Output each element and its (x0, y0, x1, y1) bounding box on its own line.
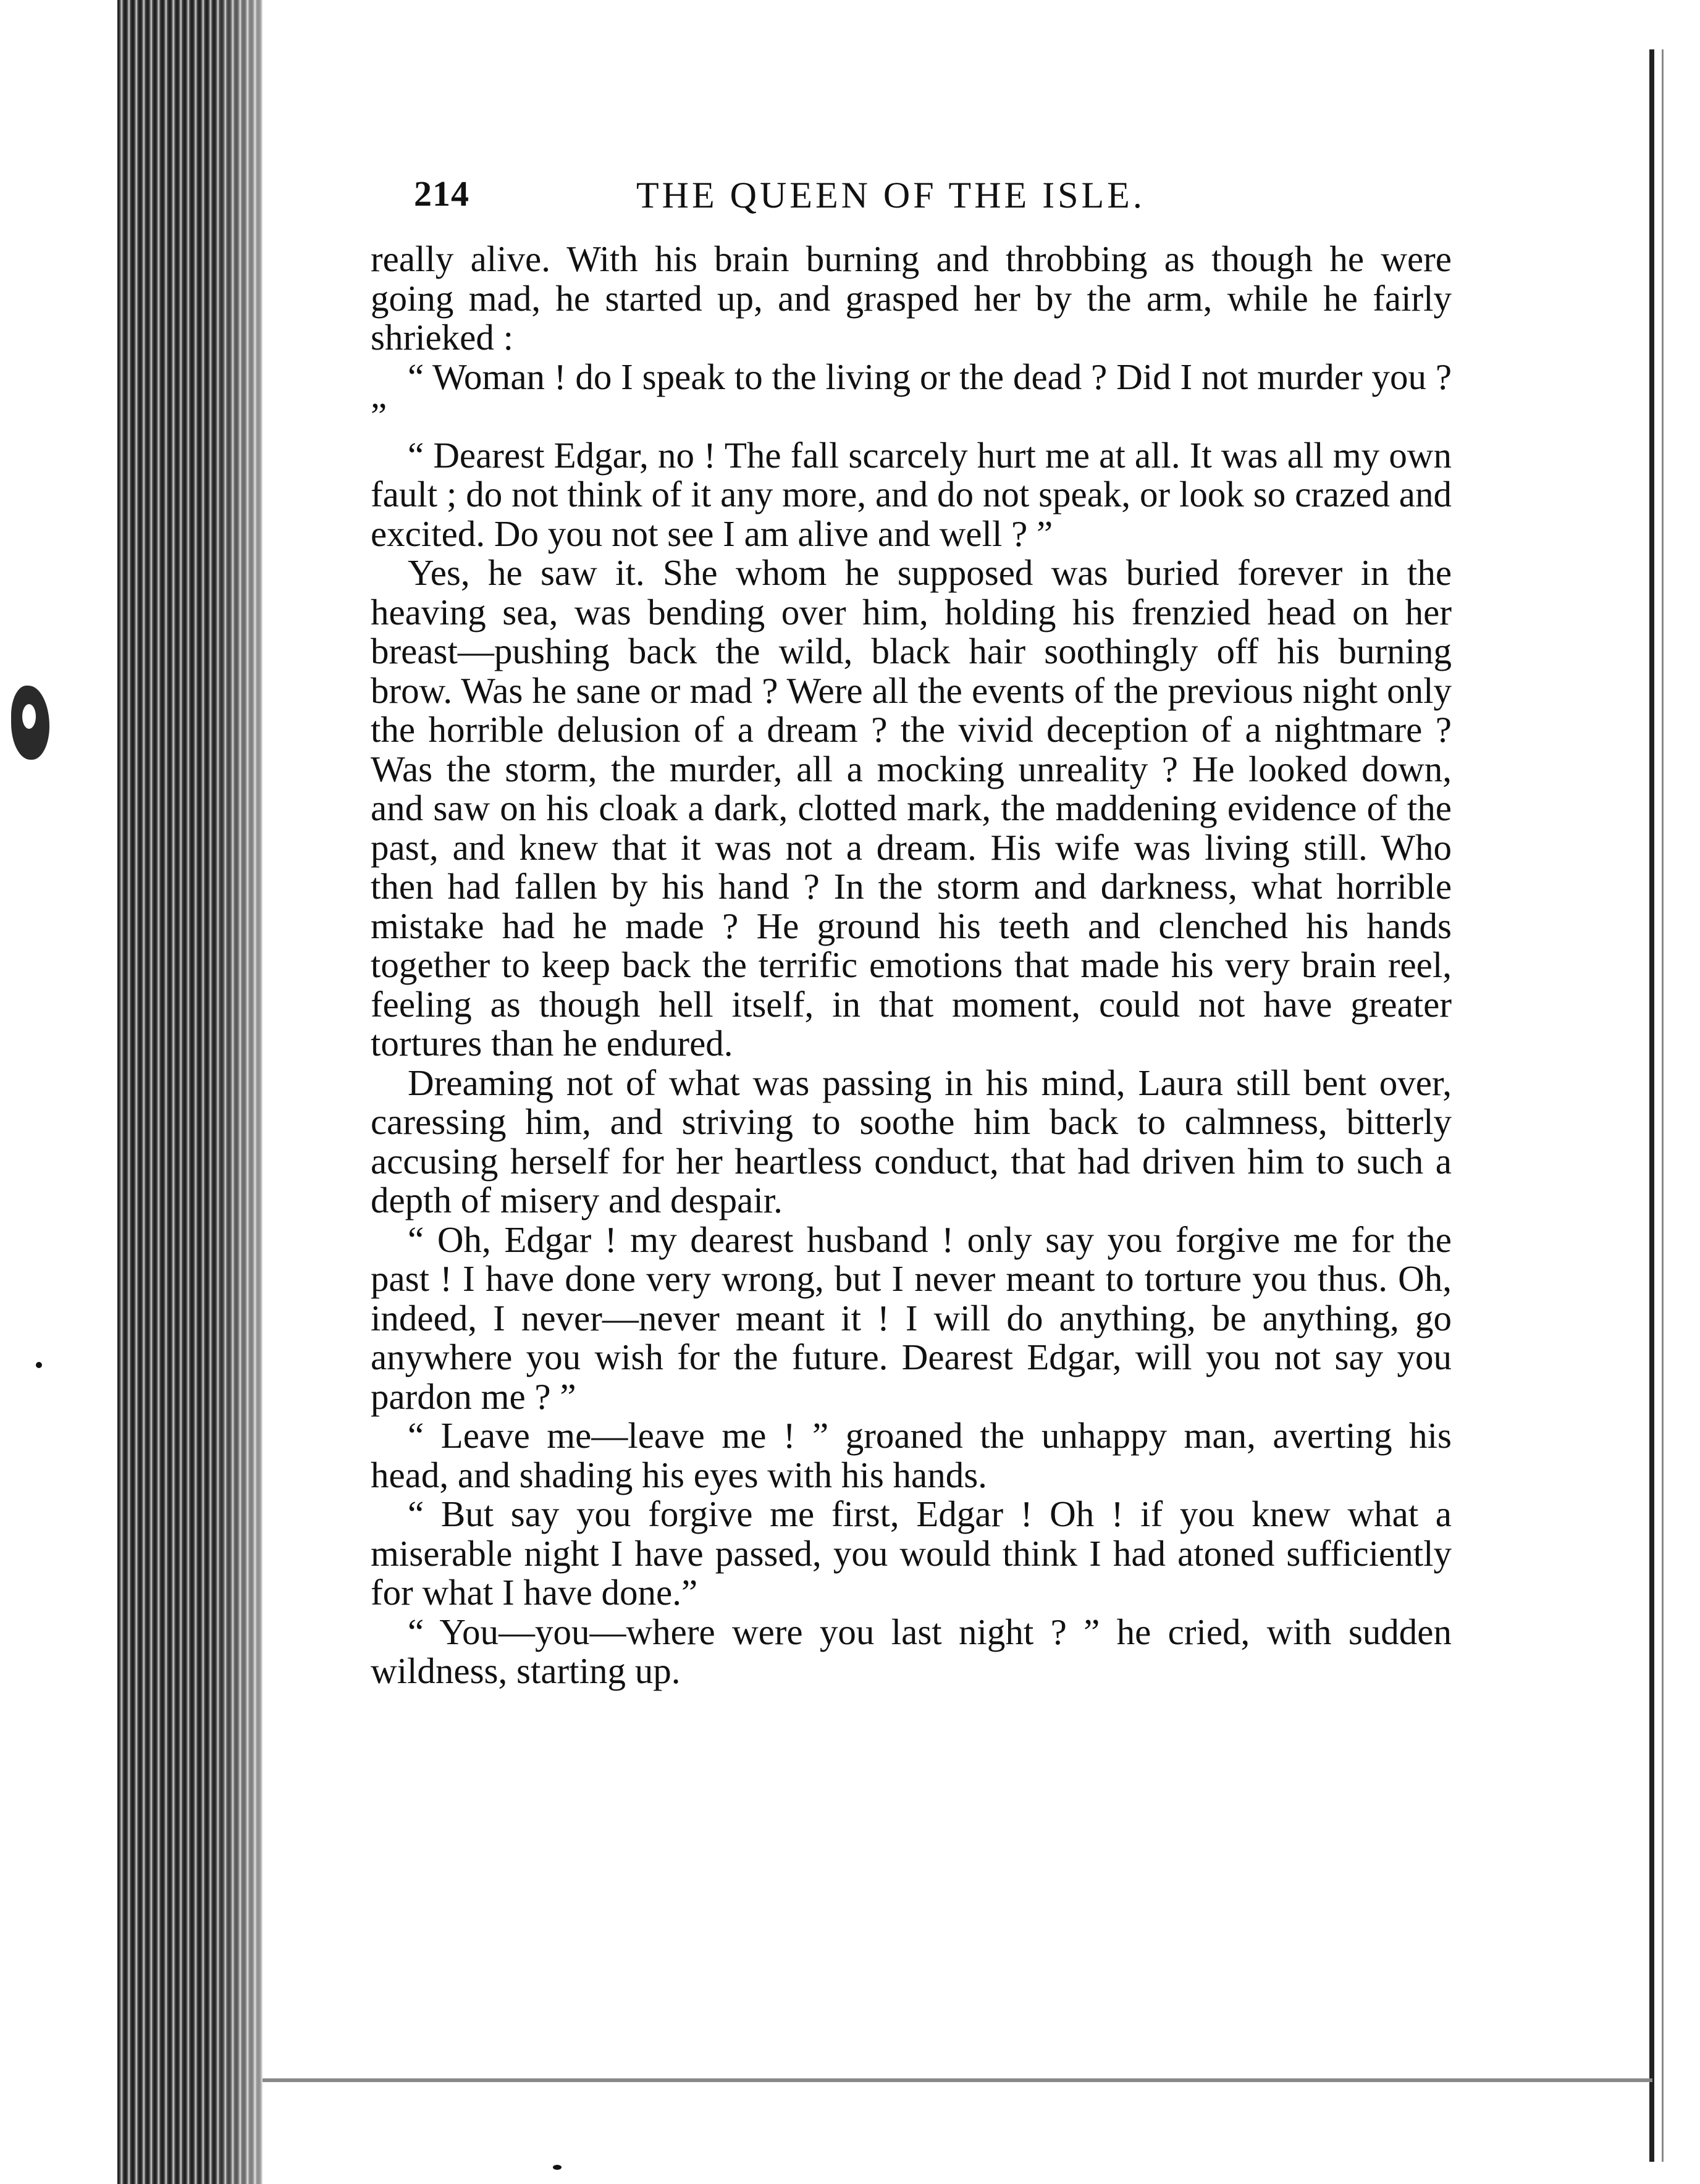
paragraph: “ Woman ! do I speak to the living or the dead ? Did I not murder you ? ” (371, 356, 1452, 436)
paragraph: “ Dearest Edgar, no ! The fall scarcely hurt me at all. It was all my own fault ; do not think of it any more, and do not speak, or look so crazed and excited. Do you not see I am alive and well ? ” (371, 434, 1452, 554)
page-gutter-shading (213, 0, 263, 2184)
paragraph: “ Oh, Edgar ! my dearest husband ! only say you forgive me for the past ! I have done very wrong, but I never meant to torture you thus. Oh, indeed, I never—never meant it ! I will do anything, be anything, go anywhere you wish for the future. Dearest Edgar, will you not say you pardon me ? ” (371, 1219, 1452, 1417)
body-text (371, 240, 1452, 1691)
page-header (371, 173, 1452, 229)
next-page-edge-shadow (1662, 49, 1664, 2162)
scan-speck (36, 1362, 42, 1368)
paragraph: “ Leave me—leave me ! ” groaned the unhappy man, averting his head, and shading his eyes with his hands. (371, 1415, 1452, 1495)
paragraph: “ You—you—where were you last night ? ” he cried, with sudden wildness, starting up. (371, 1611, 1452, 1691)
paragraph: Dreaming not of what was passing in his mind, Laura still bent over, caressing him, and striving to soothe him back to calmness, bitterly accusing herself for her heartless conduct, that had driven him to such a depth of misery and despair. (371, 1062, 1452, 1220)
page-number: 214 (414, 174, 469, 214)
page-margin-left (0, 0, 117, 2184)
paragraph: “ But say you forgive me first, Edgar ! Oh ! if you knew what a miserable night I have passed, you would think I had atoned sufficiently for what I have done.” (371, 1493, 1452, 1613)
paragraph: Yes, he saw it. She whom he supposed was buried forever in the heaving sea, was bending over him, holding his frenzied head on her breast—pushing back the wild, black hair soothingly off his burning brow. Was he sane or mad ? Were all the events of the previous night only the horrible delusion of a dream ? the vivid deception of a nightmare ? Was the storm, the murder, all a mocking unreality ? He looked down, and saw on his cloak a dark, clotted mark, the maddening evidence of the past, and knew that it was not a dream. His wife was living still. Who then had fallen by his hand ? In the storm and darkness, what horrible mistake had he made ? He ground his teeth and clenched his hands together to keep back the terrific emotions that made his very brain reel, feeling as though hell itself, in that moment, could not have greater tortures than he endured. (371, 552, 1452, 1064)
book-page (371, 173, 1452, 1691)
paragraph: really alive. With his brain burning and throbbing as though he were going mad, he started up, and grasped her by the arm, while he fairly shrieked : (371, 238, 1452, 358)
page-bottom-edge (263, 2078, 1652, 2082)
scan-speck (553, 2165, 562, 2170)
next-page-edge (1649, 49, 1654, 2162)
running-title: THE QUEEN OF THE ISLE. (636, 175, 1145, 216)
